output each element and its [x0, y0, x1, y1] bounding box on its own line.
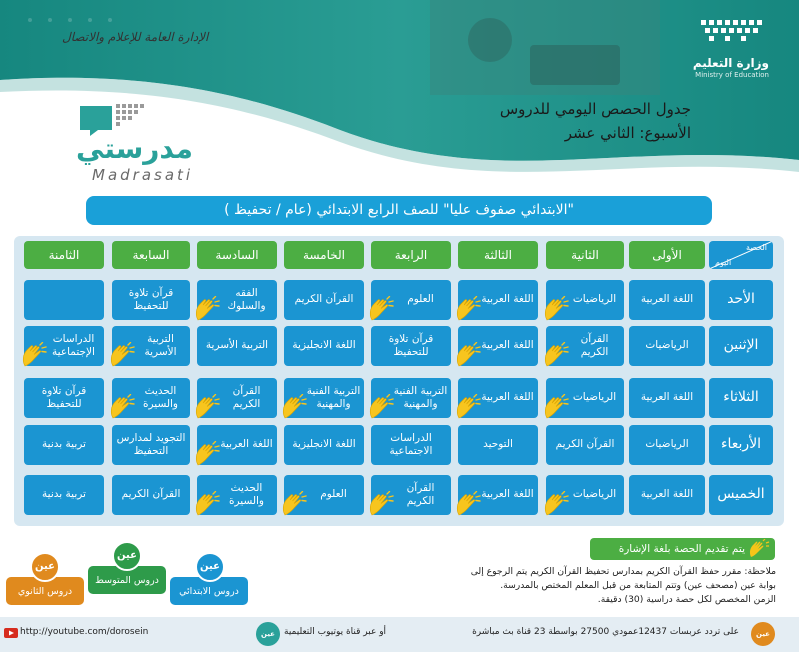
sign-language-icon [193, 491, 221, 517]
channel-intermediate-label: دروس المتوسط [95, 575, 159, 586]
department-calligraphy: الإدارة العامة للإعلام والاتصال [62, 30, 209, 44]
subject-name: الرياضيات [645, 438, 689, 451]
day-label: الخميس [709, 475, 773, 515]
subject-name: الدراسات الإجتماعية [52, 332, 95, 358]
period-header: الثالثة [458, 241, 538, 269]
timetable-grid [14, 236, 784, 526]
subject-name: اللغة العربية [481, 293, 534, 306]
footer-ain-badge-right: عين [751, 622, 775, 646]
subject-name: اللغة العربية [481, 488, 534, 501]
subject-name: القرآن الكريم [121, 488, 181, 501]
subject-cell [629, 326, 705, 366]
subject-cell [197, 378, 277, 418]
sign-language-icon [280, 491, 308, 517]
subject-cell [629, 425, 705, 465]
sign-language-icon [542, 394, 570, 420]
footer [0, 617, 799, 652]
subject-cell [458, 326, 538, 366]
sign-language-icon [542, 491, 570, 517]
subject-name: الدراسات الاجتماعية [389, 431, 433, 457]
subject-cell [284, 280, 364, 320]
corner-period-label: الحصة [745, 243, 767, 252]
subject-name: التربية الفنية والمهنية [306, 384, 361, 410]
subject-cell [284, 425, 364, 465]
subject-name: الرياضيات [572, 293, 617, 306]
subject-name: اللغة العربية [640, 391, 694, 404]
subject-name: القرآن الكريم [294, 293, 354, 306]
subject-name: القرآن الكريم [580, 332, 609, 358]
corner-cell [709, 241, 773, 269]
ministry-name-ar: وزارة التعليم [692, 56, 769, 70]
subject-cell [24, 378, 104, 418]
subject-cell [546, 378, 624, 418]
day-label: الثلاثاء [709, 378, 773, 418]
channel-primary-badge: عين [195, 552, 225, 582]
subject-cell [371, 378, 451, 418]
subject-name: قرآن تلاوة للتحفيظ [128, 286, 174, 312]
subject-name: اللغة العربية [220, 438, 273, 451]
channel-secondary-badge: عين [30, 552, 60, 582]
subject-name: اللغة الانجليزية [292, 339, 356, 352]
subject-cell [284, 378, 364, 418]
period-header: السابعة [112, 241, 190, 269]
note-line-1: ملاحظة: مقرر حفظ القرآن الكريم بمدارس تحفيظ القرآن الكريم يتم الرجوع إلى [470, 566, 776, 577]
grade-banner: "الابتدائي صفوف عليا" للصف الرابع الابتدائي (عام / تحفيظ ) [86, 196, 712, 225]
channel-intermediate-badge: عين [112, 541, 142, 571]
subject-cell [629, 475, 705, 515]
subject-name: الفقه والسلوك [227, 286, 266, 312]
subject-cell [546, 475, 624, 515]
subject-cell [24, 326, 104, 366]
sign-language-icon [454, 491, 482, 517]
header [0, 0, 799, 190]
subject-cell [112, 280, 190, 320]
subject-name: التربية الأسرية [144, 332, 177, 358]
satellite-text: على تردد عربسات 12437عمودي 27500 بواسطة 23 قناة بث مباشرة [472, 627, 739, 637]
day-label: الأحد [709, 280, 773, 320]
day-label: الأربعاء [709, 425, 773, 465]
subject-cell [546, 425, 624, 465]
madrasati-name-ar: مدرستي [76, 132, 193, 165]
subject-name: الرياضيات [572, 391, 617, 404]
period-header: الثامنة [24, 241, 104, 269]
sign-language-icon [542, 296, 570, 322]
subject-name: اللغة العربية [640, 488, 694, 501]
subject-name: التربية الفنية والمهنية [393, 384, 448, 410]
subject-cell [546, 326, 624, 366]
subject-cell [112, 425, 190, 465]
madrasati-name-en: Madrasati [92, 166, 194, 184]
sign-language-icon [454, 342, 482, 368]
subject-name: اللغة العربية [481, 339, 534, 352]
subject-cell [371, 425, 451, 465]
subject-name: اللغة العربية [481, 391, 534, 404]
sign-language-icon [20, 342, 48, 368]
sign-language-icon [367, 394, 395, 420]
subject-name: اللغة الانجليزية [292, 438, 356, 451]
period-header: الأولى [629, 241, 705, 269]
subject-cell [197, 326, 277, 366]
subject-cell [24, 280, 104, 320]
ministry-name-en: Ministry of Education [695, 71, 769, 79]
subject-cell [197, 425, 277, 465]
period-header: الثانية [546, 241, 624, 269]
subject-name: الرياضيات [645, 339, 689, 352]
subject-cell [629, 378, 705, 418]
subject-cell [458, 425, 538, 465]
madrasati-logo [52, 100, 202, 190]
sign-language-icon [367, 491, 395, 517]
subject-name: قرآن تلاوة للتحفيظ [388, 332, 434, 358]
channel-primary-label: دروس الابتدائي [179, 586, 239, 597]
youtube-text: أو عبر قناة يوتيوب التعليمية [284, 627, 387, 637]
note-line-2: بوابة عين (مصحف عين) وتتم المتابعة من قبل المعلم المختص بالمدرسة. [500, 580, 776, 591]
youtube-link[interactable]: http://youtube.com/dorosein [20, 627, 149, 637]
subject-name: الحديث والسيرة [228, 481, 265, 507]
youtube-icon [4, 628, 18, 638]
subject-name: تربية بدنية [42, 488, 86, 501]
channel-secondary-label: دروس الثانوي [17, 586, 73, 597]
sign-language-note [590, 538, 775, 560]
subject-name: التوحيد [483, 438, 513, 451]
subject-cell [458, 475, 538, 515]
subject-cell [24, 475, 104, 515]
sign-language-note-text: يتم تقديم الحصة بلغة الإشارة [618, 543, 745, 555]
subject-name: القرآن الكريم [406, 481, 435, 507]
period-header: السادسة [197, 241, 277, 269]
subject-name: العلوم [407, 293, 434, 306]
subject-cell [24, 425, 104, 465]
subject-name: اللغة العربية [640, 293, 694, 306]
footer-ain-badge-left: عين [256, 622, 280, 646]
corner-day-label: اليوم [715, 258, 732, 267]
subject-cell [284, 475, 364, 515]
title-line-1: جدول الحصص اليومي للدروس [499, 100, 691, 118]
subject-name: قرآن تلاوة للتحفيظ [41, 384, 87, 410]
subject-name: القرآن الكريم [232, 384, 261, 410]
subject-cell [458, 378, 538, 418]
subject-cell [371, 280, 451, 320]
week-title: الأسبوع: الثاني عشر [564, 124, 691, 142]
sign-language-icon [747, 539, 771, 559]
ministry-dots-icon [699, 16, 769, 50]
sign-language-icon [454, 296, 482, 322]
sign-language-icon [193, 394, 221, 420]
period-header: الخامسة [284, 241, 364, 269]
period-header: الرابعة [371, 241, 451, 269]
subject-name: الحديث والسيرة [142, 384, 179, 410]
subject-cell [458, 280, 538, 320]
subject-cell [112, 326, 190, 366]
subject-name: تربية بدنية [42, 438, 86, 451]
subject-cell [629, 280, 705, 320]
subject-name: التجويد لمدارس التحفيظ [116, 431, 186, 457]
subject-cell [112, 475, 190, 515]
subject-name: العلوم [320, 488, 347, 501]
sign-language-icon [367, 296, 395, 322]
ministry-logo [649, 16, 769, 79]
subject-cell [112, 378, 190, 418]
sign-language-icon [193, 296, 221, 322]
note-block [282, 565, 776, 607]
subject-name: الرياضيات [572, 488, 617, 501]
subject-cell [197, 475, 277, 515]
subject-cell [284, 326, 364, 366]
subject-cell [197, 280, 277, 320]
sign-language-icon [193, 441, 221, 467]
sign-language-icon [108, 394, 136, 420]
day-label: الإثنين [709, 326, 773, 366]
subject-name: التربية الأسرية [205, 339, 269, 352]
subject-name: القرآن الكريم [555, 438, 615, 451]
subject-cell [371, 475, 451, 515]
note-line-3: الزمن المخصص لكل حصة دراسية (30) دقيقة. [597, 594, 776, 605]
subject-cell [371, 326, 451, 366]
sign-language-icon [454, 394, 482, 420]
sign-language-icon [108, 342, 136, 368]
sign-language-icon [542, 342, 570, 368]
page-title [500, 100, 691, 142]
subject-cell [546, 280, 624, 320]
sign-language-icon [280, 394, 308, 420]
